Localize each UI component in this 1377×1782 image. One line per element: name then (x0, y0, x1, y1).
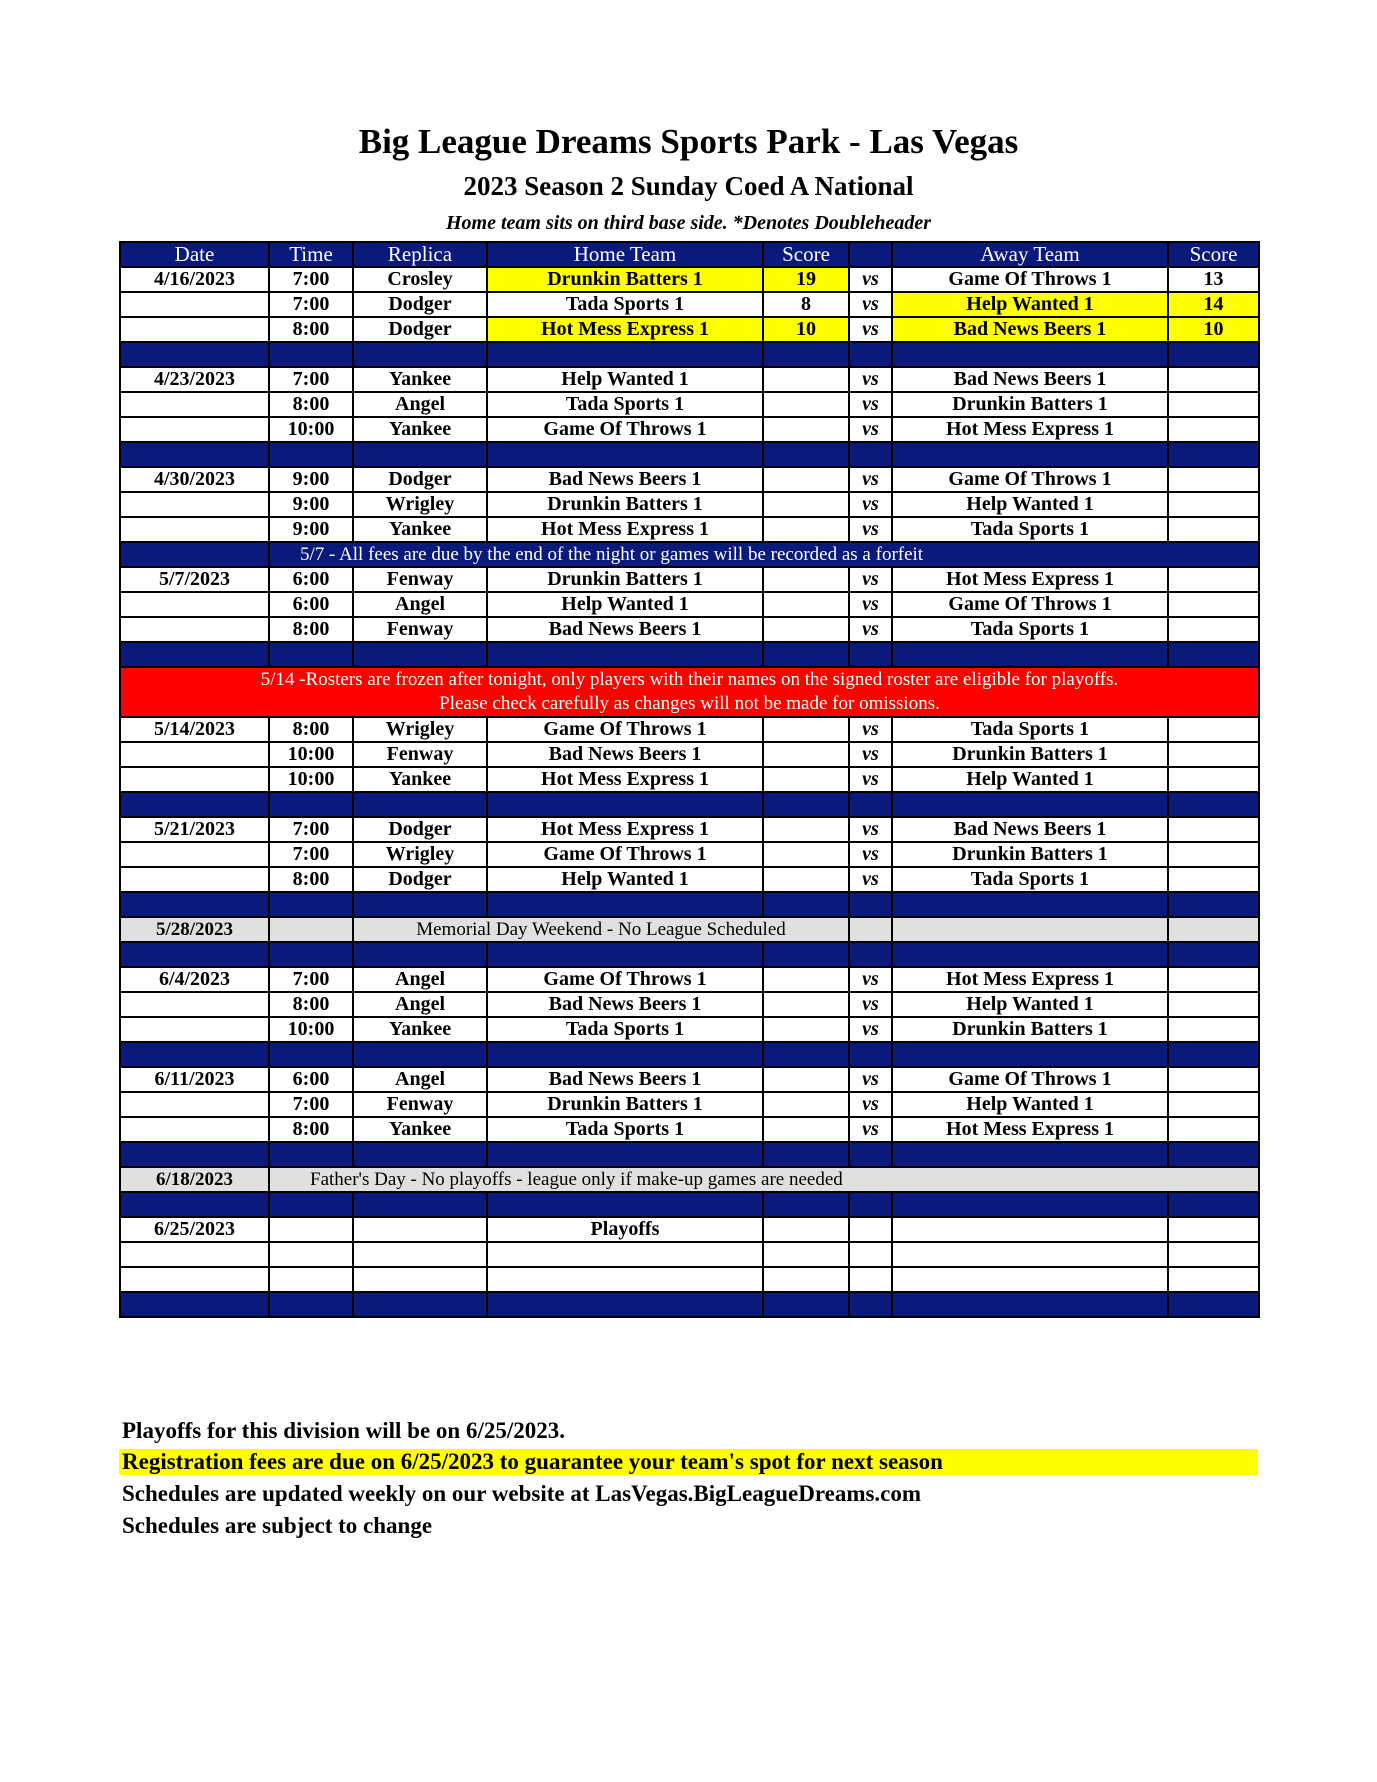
away-team-cell: Help Wanted 1 (892, 992, 1168, 1017)
spacer-row (120, 342, 1259, 367)
replica-cell: Yankee (353, 517, 487, 542)
date-cell: 6/25/2023 (120, 1217, 269, 1242)
away-score-cell (1168, 767, 1259, 792)
replica-cell: Dodger (353, 292, 487, 317)
table-row (120, 717, 1259, 742)
home-score-cell (763, 617, 849, 642)
vs-cell: vs (849, 742, 892, 767)
spacer-row (120, 942, 1259, 967)
roster-notice-line1: 5/14 -Rosters are frozen after tonight, only players with their names on the signed roster are eligible for playoffs. (260, 669, 1119, 690)
date-cell (120, 1092, 269, 1117)
date-cell (120, 592, 269, 617)
table-row (120, 517, 1259, 542)
spacer-row (120, 442, 1259, 467)
home-team-cell: Bad News Beers 1 (487, 467, 763, 492)
away-score-cell: 10 (1168, 317, 1259, 342)
fees-notice-row (120, 542, 1259, 567)
home-team-cell: Game Of Throws 1 (487, 842, 763, 867)
date-cell (120, 767, 269, 792)
away-score-cell (1168, 717, 1259, 742)
home-team-cell: Hot Mess Express 1 (487, 817, 763, 842)
away-team-cell: Game Of Throws 1 (892, 267, 1168, 292)
time-cell: 8:00 (269, 717, 353, 742)
away-score-cell (1168, 992, 1259, 1017)
vs-cell: vs (849, 392, 892, 417)
home-team-cell: Help Wanted 1 (487, 367, 763, 392)
table-row (120, 817, 1259, 842)
home-score-cell: 10 (763, 317, 849, 342)
table-row (120, 867, 1259, 892)
date-cell: 6/4/2023 (120, 967, 269, 992)
date-cell (120, 867, 269, 892)
away-team-cell: Help Wanted 1 (892, 1092, 1168, 1117)
footer-website-note: Schedules are updated weekly on our website at LasVegas.BigLeagueDreams.com (122, 1481, 922, 1506)
vs-cell: vs (849, 617, 892, 642)
away-team-cell: Drunkin Batters 1 (892, 742, 1168, 767)
table-row (120, 1067, 1259, 1092)
date-cell (120, 392, 269, 417)
away-team-cell: Tada Sports 1 (892, 517, 1168, 542)
away-team-cell: Help Wanted 1 (892, 292, 1168, 317)
replica-cell: Yankee (353, 417, 487, 442)
time-cell: 10:00 (269, 1017, 353, 1042)
time-cell: 10:00 (269, 742, 353, 767)
vs-cell: vs (849, 967, 892, 992)
date-cell: 4/30/2023 (120, 467, 269, 492)
date-cell: 4/23/2023 (120, 367, 269, 392)
replica-cell: Yankee (353, 767, 487, 792)
date-cell: 5/28/2023 (120, 917, 269, 942)
home-team-cell: Drunkin Batters 1 (487, 267, 763, 292)
vs-cell: vs (849, 1092, 892, 1117)
replica-cell: Angel (353, 392, 487, 417)
replica-cell: Angel (353, 1067, 487, 1092)
home-score-cell (763, 367, 849, 392)
replica-cell: Fenway (353, 617, 487, 642)
away-score-cell (1168, 617, 1259, 642)
vs-cell: vs (849, 467, 892, 492)
header-row (120, 242, 1259, 267)
table-row (120, 267, 1259, 292)
vs-cell: vs (849, 867, 892, 892)
time-cell: 7:00 (269, 817, 353, 842)
time-cell: 10:00 (269, 767, 353, 792)
away-team-cell: Bad News Beers 1 (892, 367, 1168, 392)
home-score-cell (763, 567, 849, 592)
away-score-cell (1168, 967, 1259, 992)
vs-cell: vs (849, 1067, 892, 1092)
home-team-cell: Game Of Throws 1 (487, 417, 763, 442)
date-cell (120, 517, 269, 542)
empty-row (120, 1242, 1259, 1267)
fees-notice: 5/7 - All fees are due by the end of the night or games will be recorded as a forfeit (269, 542, 1259, 567)
spacer-row (120, 1192, 1259, 1217)
vs-cell: vs (849, 267, 892, 292)
time-cell: 7:00 (269, 292, 353, 317)
away-score-cell: 14 (1168, 292, 1259, 317)
home-score-cell (763, 867, 849, 892)
home-score-cell (763, 717, 849, 742)
replica-cell: Wrigley (353, 492, 487, 517)
home-score-cell: 8 (763, 292, 849, 317)
replica-cell: Yankee (353, 1117, 487, 1142)
date-cell (120, 492, 269, 517)
replica-cell: Fenway (353, 742, 487, 767)
table-row (120, 417, 1259, 442)
home-team-cell: Bad News Beers 1 (487, 742, 763, 767)
date-cell: 5/7/2023 (120, 567, 269, 592)
replica-cell: Dodger (353, 467, 487, 492)
replica-cell: Angel (353, 992, 487, 1017)
home-score-cell (763, 767, 849, 792)
table-row (120, 742, 1259, 767)
away-team-cell: Help Wanted 1 (892, 492, 1168, 517)
home-team-cell: Hot Mess Express 1 (487, 317, 763, 342)
table-row (120, 617, 1259, 642)
away-team-cell: Hot Mess Express 1 (892, 567, 1168, 592)
away-team-cell: Drunkin Batters 1 (892, 842, 1168, 867)
home-score-cell (763, 1092, 849, 1117)
col-home-score: Score (763, 242, 849, 267)
home-score-cell (763, 742, 849, 767)
home-team-cell: Help Wanted 1 (487, 867, 763, 892)
spacer-row (120, 1142, 1259, 1167)
vs-cell: vs (849, 567, 892, 592)
away-team-cell: Tada Sports 1 (892, 617, 1168, 642)
spacer-row (120, 642, 1259, 667)
home-team-cell: Game Of Throws 1 (487, 967, 763, 992)
away-score-cell (1168, 592, 1259, 617)
away-score-cell (1168, 367, 1259, 392)
spacer-row (120, 1292, 1259, 1317)
vs-cell: vs (849, 1017, 892, 1042)
table-row (120, 292, 1259, 317)
col-vs (849, 242, 892, 267)
table-row (120, 592, 1259, 617)
table-row (120, 467, 1259, 492)
vs-cell: vs (849, 367, 892, 392)
page-title: Big League Dreams Sports Park - Las Vegas (358, 122, 1019, 161)
away-team-cell: Hot Mess Express 1 (892, 1117, 1168, 1142)
home-team-cell: Tada Sports 1 (487, 1117, 763, 1142)
vs-cell: vs (849, 817, 892, 842)
home-score-cell (763, 1017, 849, 1042)
home-team-cell: Drunkin Batters 1 (487, 567, 763, 592)
home-team-cell: Bad News Beers 1 (487, 617, 763, 642)
playoffs-row (120, 1217, 1259, 1242)
date-cell: 6/11/2023 (120, 1067, 269, 1092)
vs-cell: vs (849, 492, 892, 517)
away-score-cell (1168, 517, 1259, 542)
table-row (120, 392, 1259, 417)
home-score-cell (763, 517, 849, 542)
home-score-cell: 19 (763, 267, 849, 292)
memorial-day-notice: Memorial Day Weekend - No League Scheduled (353, 917, 849, 942)
table-row (120, 567, 1259, 592)
table-row (120, 842, 1259, 867)
vs-cell: vs (849, 292, 892, 317)
roster-notice (120, 667, 1259, 717)
home-score-cell (763, 817, 849, 842)
away-team-cell: Game Of Throws 1 (892, 592, 1168, 617)
page-note: Home team sits on third base side. *Denotes Doubleheader (446, 212, 931, 234)
memorial-day-row (120, 917, 1259, 942)
time-cell: 6:00 (269, 1067, 353, 1092)
away-score-cell (1168, 1067, 1259, 1092)
vs-cell: vs (849, 592, 892, 617)
replica-cell: Yankee (353, 367, 487, 392)
date-cell (120, 1117, 269, 1142)
vs-cell: vs (849, 417, 892, 442)
home-team-cell: Drunkin Batters 1 (487, 492, 763, 517)
replica-cell: Wrigley (353, 717, 487, 742)
away-score-cell (1168, 817, 1259, 842)
footer-playoffs-note: Playoffs for this division will be on 6/25/2023. (122, 1418, 566, 1443)
away-score-cell (1168, 1092, 1259, 1117)
table-row (120, 367, 1259, 392)
time-cell: 8:00 (269, 392, 353, 417)
col-home-team: Home Team (487, 242, 763, 267)
footer-change-note: Schedules are subject to change (122, 1513, 433, 1538)
replica-cell: Crosley (353, 267, 487, 292)
away-score-cell (1168, 392, 1259, 417)
page-subtitle: 2023 Season 2 Sunday Coed A National (463, 171, 914, 201)
time-cell: 8:00 (269, 317, 353, 342)
away-score-cell (1168, 567, 1259, 592)
col-time: Time (269, 242, 353, 267)
table-row (120, 767, 1259, 792)
home-score-cell (763, 492, 849, 517)
away-team-cell: Game Of Throws 1 (892, 467, 1168, 492)
away-score-cell: 13 (1168, 267, 1259, 292)
away-score-cell (1168, 1017, 1259, 1042)
replica-cell: Yankee (353, 1017, 487, 1042)
spacer-row (120, 892, 1259, 917)
home-score-cell (763, 1067, 849, 1092)
date-cell (120, 317, 269, 342)
vs-cell: vs (849, 992, 892, 1017)
away-score-cell (1168, 867, 1259, 892)
date-cell (120, 292, 269, 317)
spacer-row (120, 792, 1259, 817)
vs-cell: vs (849, 517, 892, 542)
replica-cell: Angel (353, 967, 487, 992)
home-team-cell: Hot Mess Express 1 (487, 517, 763, 542)
away-team-cell: Tada Sports 1 (892, 867, 1168, 892)
vs-cell: vs (849, 767, 892, 792)
roster-notice-line2: Please check carefully as changes will not be made for omissions. (439, 693, 940, 714)
home-team-cell: Game Of Throws 1 (487, 717, 763, 742)
vs-cell: vs (849, 1117, 892, 1142)
fathers-day-notice: Father's Day - No playoffs - league only if make-up games are needed (269, 1167, 1259, 1192)
replica-cell: Dodger (353, 817, 487, 842)
vs-cell: vs (849, 317, 892, 342)
home-team-cell: Tada Sports 1 (487, 292, 763, 317)
time-cell: 9:00 (269, 467, 353, 492)
date-cell (120, 842, 269, 867)
date-cell: 4/16/2023 (120, 267, 269, 292)
roster-notice-row (120, 667, 1259, 717)
date-cell: 6/18/2023 (120, 1167, 269, 1192)
date-cell (120, 417, 269, 442)
home-team-cell: Tada Sports 1 (487, 1017, 763, 1042)
playoffs-label: Playoffs (487, 1217, 763, 1242)
table-row (120, 317, 1259, 342)
home-team-cell: Drunkin Batters 1 (487, 1092, 763, 1117)
home-score-cell (763, 592, 849, 617)
home-team-cell: Bad News Beers 1 (487, 1067, 763, 1092)
replica-cell: Fenway (353, 1092, 487, 1117)
time-cell: 7:00 (269, 1092, 353, 1117)
away-score-cell (1168, 467, 1259, 492)
away-score-cell (1168, 417, 1259, 442)
time-cell: 6:00 (269, 567, 353, 592)
away-score-cell (1168, 842, 1259, 867)
time-cell: 8:00 (269, 992, 353, 1017)
away-team-cell: Hot Mess Express 1 (892, 967, 1168, 992)
away-team-cell: Tada Sports 1 (892, 717, 1168, 742)
spacer-row (120, 1042, 1259, 1067)
away-score-cell (1168, 492, 1259, 517)
time-cell: 7:00 (269, 367, 353, 392)
date-cell (120, 742, 269, 767)
time-cell: 8:00 (269, 617, 353, 642)
table-row (120, 1092, 1259, 1117)
col-away-score: Score (1168, 242, 1259, 267)
date-cell (120, 992, 269, 1017)
time-cell: 9:00 (269, 492, 353, 517)
time-cell: 10:00 (269, 417, 353, 442)
empty-row (120, 1267, 1259, 1292)
away-team-cell: Drunkin Batters 1 (892, 392, 1168, 417)
schedule-table (119, 241, 1260, 1318)
home-score-cell (763, 1117, 849, 1142)
date-cell: 5/21/2023 (120, 817, 269, 842)
time-cell: 7:00 (269, 967, 353, 992)
home-score-cell (763, 992, 849, 1017)
time-cell: 6:00 (269, 592, 353, 617)
table-row (120, 492, 1259, 517)
time-cell: 7:00 (269, 267, 353, 292)
table-row (120, 967, 1259, 992)
home-team-cell: Help Wanted 1 (487, 592, 763, 617)
home-team-cell: Bad News Beers 1 (487, 992, 763, 1017)
away-score-cell (1168, 1117, 1259, 1142)
footer-registration-note: Registration fees are due on 6/25/2023 to guarantee your team's spot for next season (119, 1449, 1258, 1475)
date-cell (120, 617, 269, 642)
away-team-cell: Bad News Beers 1 (892, 817, 1168, 842)
replica-cell: Wrigley (353, 842, 487, 867)
home-team-cell: Hot Mess Express 1 (487, 767, 763, 792)
away-team-cell: Drunkin Batters 1 (892, 1017, 1168, 1042)
home-score-cell (763, 967, 849, 992)
home-score-cell (763, 417, 849, 442)
away-team-cell: Hot Mess Express 1 (892, 417, 1168, 442)
away-team-cell: Help Wanted 1 (892, 767, 1168, 792)
time-cell: 8:00 (269, 1117, 353, 1142)
col-replica: Replica (353, 242, 487, 267)
replica-cell: Dodger (353, 867, 487, 892)
home-score-cell (763, 842, 849, 867)
replica-cell: Dodger (353, 317, 487, 342)
replica-cell: Angel (353, 592, 487, 617)
col-date: Date (120, 242, 269, 267)
table-row (120, 1117, 1259, 1142)
away-team-cell: Game Of Throws 1 (892, 1067, 1168, 1092)
time-cell: 7:00 (269, 842, 353, 867)
away-team-cell: Bad News Beers 1 (892, 317, 1168, 342)
vs-cell: vs (849, 842, 892, 867)
date-cell (120, 1017, 269, 1042)
fathers-day-row (120, 1167, 1259, 1192)
col-away-team: Away Team (892, 242, 1168, 267)
table-row (120, 992, 1259, 1017)
home-score-cell (763, 392, 849, 417)
replica-cell: Fenway (353, 567, 487, 592)
table-row (120, 1017, 1259, 1042)
time-cell: 8:00 (269, 867, 353, 892)
vs-cell: vs (849, 717, 892, 742)
date-cell: 5/14/2023 (120, 717, 269, 742)
away-score-cell (1168, 742, 1259, 767)
time-cell: 9:00 (269, 517, 353, 542)
home-score-cell (763, 467, 849, 492)
home-team-cell: Tada Sports 1 (487, 392, 763, 417)
